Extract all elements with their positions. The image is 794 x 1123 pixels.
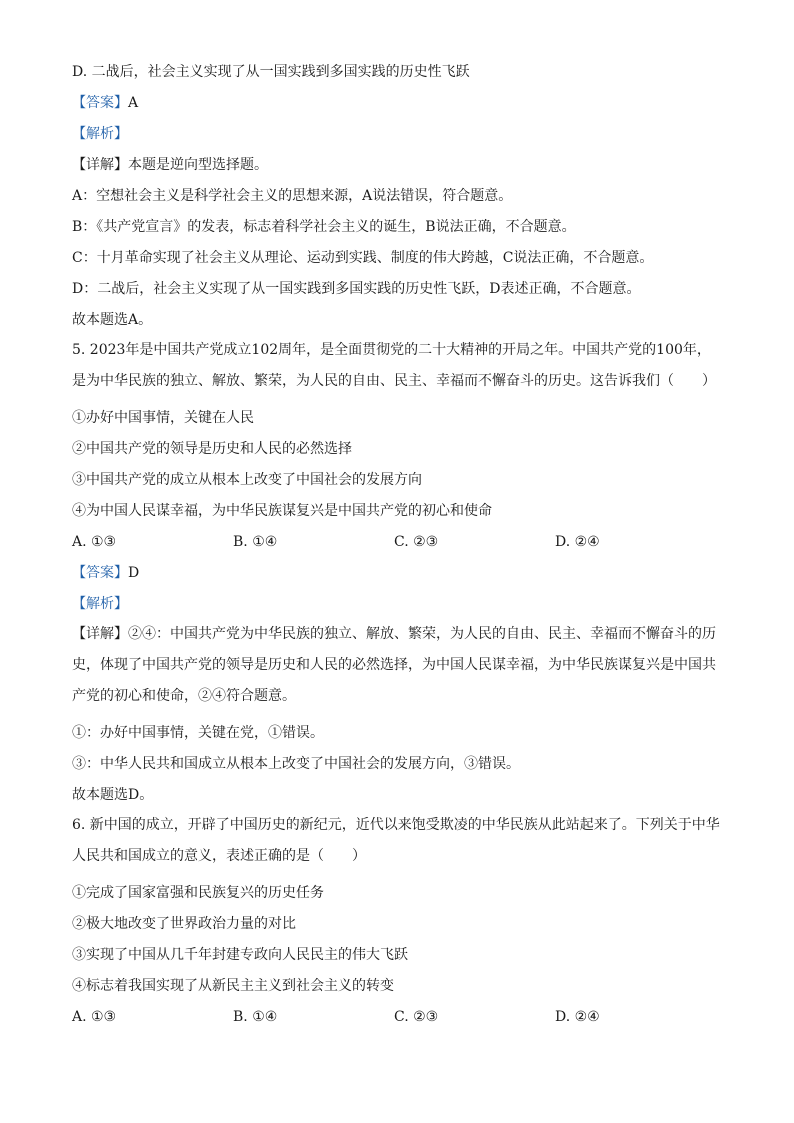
detail-intro: 本题是逆向型选择题。 — [128, 157, 268, 173]
q6-statement-2: ②极大地改变了世界政治力量的对比 — [72, 916, 296, 932]
q6-option-c: C. ②③ — [394, 1009, 439, 1025]
q5-detail-line-1: ①：办好中国事情，关键在党，①错误。 — [72, 725, 324, 741]
q4-analysis-tag: 【解析】 — [72, 126, 128, 142]
answer-tag: 【答案】 — [72, 95, 128, 111]
q5-detail-line-3: ③：中华人民共和国成立从根本上改变了中国社会的发展方向，③错误。 — [72, 756, 520, 772]
q4-detail-line-a: A：空想社会主义是科学社会主义的思想来源，A说法错误，符合题意。 — [72, 188, 513, 204]
q6-statement-3: ③实现了中国从几千年封建专政向人民民主的伟大飞跃 — [72, 947, 408, 963]
q4-answer — [72, 93, 722, 113]
q4-conclusion: 故本题选A。 — [72, 312, 153, 328]
q4-detail-line-c: C：十月革命实现了社会主义从理论、运动到实践、制度的伟大跨越，C说法正确，不合题意。 — [72, 250, 654, 266]
q5-conclusion: 故本题选D。 — [72, 787, 154, 803]
q6-option-b: B. ①④ — [233, 1009, 278, 1025]
document-page — [72, 62, 722, 1038]
q5-statement-1: ①办好中国事情，关键在人民 — [72, 410, 254, 426]
q6-statement-1: ①完成了国家富强和民族复兴的历史任务 — [72, 885, 324, 901]
q6-option-a: A. ①③ — [72, 1009, 117, 1025]
q4-detail-line-b: B：《共产党宣言》的发表，标志着科学社会主义的诞生，B说法正确，不合题意。 — [72, 219, 576, 235]
answer-value: A — [128, 95, 139, 111]
answer-value: D — [128, 565, 140, 581]
q4-detail-line-d: D：二战后，社会主义实现了从一国实践到多国实践的历史性飞跃，D表述正确，不合题意。 — [72, 281, 641, 297]
q5-statement-3: ③中国共产党的成立从根本上改变了中国社会的发展方向 — [72, 472, 422, 488]
detail-text: ②④：中国共产党为中华民族的独立、解放、繁荣，为人民的自由、民主、幸福而不懈奋斗的历史，体现了中国共产党的领导是历史和人民的必然选择，为中国人民谋幸福，为中华民族谋复兴是中国共产党的初心和使命，②④符合题意。 — [72, 626, 716, 704]
q5-statement-4: ④为中国人民谋幸福，为中华民族谋复兴是中国共产党的初心和使命 — [72, 503, 492, 519]
q6-statement-4: ④标志着我国实现了从新民主主义到社会主义的转变 — [72, 978, 394, 994]
detail-tag: 【详解】 — [72, 626, 128, 642]
q6-options — [72, 1007, 722, 1027]
q5-option-c: C. ②③ — [394, 534, 439, 550]
q6-stem: 6. 新中国的成立，开辟了中国历史的新纪元，近代以来饱受欺凌的中华民族从此站起来了。下列关于中华人民共和国成立的意义，表述正确的是（ ） — [72, 817, 720, 864]
q5-options — [72, 532, 722, 552]
q5-statement-2: ②中国共产党的领导是历史和人民的必然选择 — [72, 441, 352, 457]
q6-option-d: D. ②④ — [555, 1009, 600, 1025]
q5-option-b: B. ①④ — [233, 534, 278, 550]
q5-stem: 5. 2023年是中国共产党成立102周年，是全面贯彻党的二十大精神的开局之年。中国共产党的100年，是为中华民族的独立、解放、繁荣，为人民的自由、民主、幸福而不懈奋斗的历史。这告诉我们（ ） — [72, 342, 716, 389]
q5-option-d: D. ②④ — [555, 534, 600, 550]
q5-detail — [72, 619, 722, 712]
answer-tag: 【答案】 — [72, 565, 128, 581]
q5-option-a: A. ①③ — [72, 534, 117, 550]
q4-detail — [72, 155, 722, 175]
q5-analysis-tag: 【解析】 — [72, 596, 128, 612]
q5-answer — [72, 563, 722, 583]
q4-option-d: D. 二战后，社会主义实现了从一国实践到多国实践的历史性飞跃 — [72, 64, 470, 80]
detail-tag: 【详解】 — [72, 157, 128, 173]
